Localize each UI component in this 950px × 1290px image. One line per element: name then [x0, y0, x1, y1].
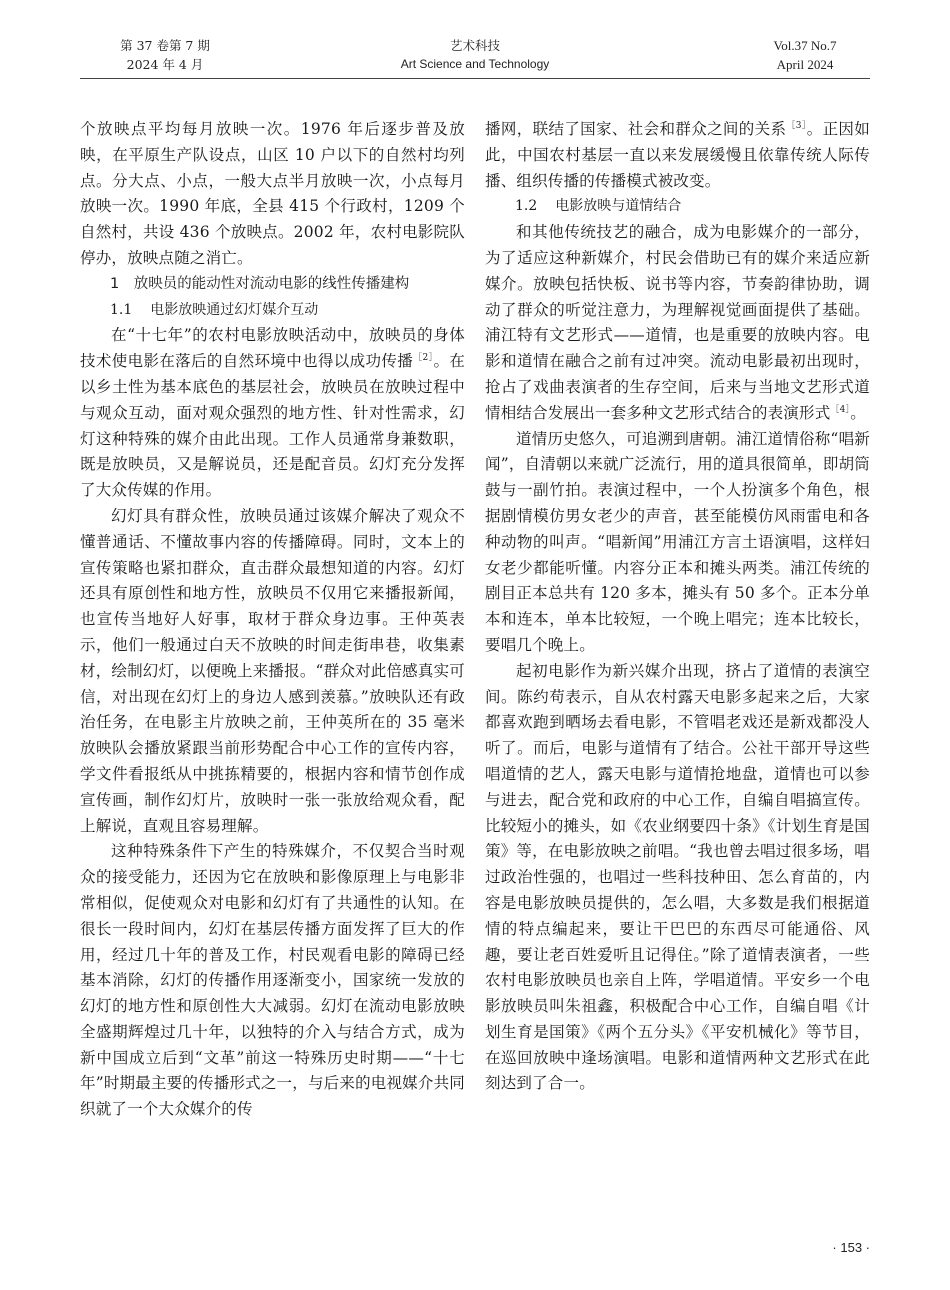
publication-date-en: April 2024	[776, 57, 834, 72]
citation-ref: ［2］	[413, 353, 434, 364]
paragraph-text: 。正因如此，中国农村基层一直以来发展缓慢且依靠传统人际传播、组织传播的传播模式被改变。	[485, 120, 870, 190]
paragraph	[80, 323, 465, 504]
journal-title-zh: 艺术科技	[449, 38, 500, 53]
paragraph: 这种特殊条件下产生的特殊媒介，不仅契合当时观众的接受能力，还因为它在放映和影像原理上与电影非常相似，促使观众对电影和幻灯有了共通性的认知。在很长一段时间内，幻灯在基层传播方面发挥了巨大的作用，经过几十年的普及工作，村民观看电影的障碍已经基本消除，幻灯的传播作用逐渐变小，国家统一发放的幻灯的地方性和原创性大大减弱。幻灯在流动电影放映全盛期辉煌过几十年，以独特的介入与结合方式，成为新中国成立后到“文革”前这一特殊历史时期——“十七年”时期最主要的传播形式之一，与后来的电视媒介共同织就了一个大众媒介的传	[80, 842, 465, 1119]
journal-volume-info	[100, 36, 230, 74]
paragraph-text: 播网，联结了国家、社会和群众之间的关系	[485, 120, 787, 138]
header-rule	[80, 78, 870, 79]
paragraph-text: 。在以乡土性为基本底色的基层社会，放映员在放映过程中与观众互动，面对观众强烈的地方性、针对性需求，幻灯这种特殊的媒介由此出现。工作人员通常身兼数职，既是放映员，又是解说员，还是配音员。幻灯充分发挥了大众传媒的作用。	[80, 352, 466, 500]
subsection-title: 电影放映通过幻灯媒介互动	[150, 301, 319, 318]
left-column	[80, 117, 465, 1123]
paragraph-text: 和其他传统技艺的融合，成为电影媒介的一部分，为了适应这种新媒介，村民会借助已有的媒介来适应新媒介。放映包括快板、说书等内容，节奏韵律协助，调动了群众的听觉注意力，为理解视觉画面提供了基础。浦江特有文艺形式——道情，也是重要的放映内容。电影和道情在融合之前有过冲突。流动电影最初出现时，抢占了戏曲表演者的生存空间，后来与当地文艺形式道情相结合发展出一套多种文艺形式结合的表演形式	[485, 223, 870, 422]
citation-ref: ［4］	[830, 404, 851, 415]
subsection-title: 电影放映与道情结合	[555, 198, 682, 215]
section-heading-1: 1 放映员的能动性对流动电影的线性传播建构	[110, 275, 410, 292]
paragraph: 道情历史悠久，可追溯到唐朝。浦江道情俗称“唱新闻”，自清朝以来就广泛流行，用的道具很简单，即胡筒鼓与一副竹拍。表演过程中，一个人扮演多个角色，根据剧情模仿男女老少的声音，甚至能模仿风雨雷电和各种动物的叫声。“唱新闻”用浦江方言土语演唱，这样妇女老少都能听懂。内容分正本和摊头两类。浦江传统的剧目正本总共有 120 多本，摊头有 50 多个。正本分单本和连本，单本比较短，一个晚上唱完；连本比较长，要唱几个晚上。	[485, 429, 870, 654]
paragraph: 起初电影作为新兴媒介出现，挤占了道情的表演空间。陈约苟表示，自从农村露天电影多起来之后，大家都喜欢跑到晒场去看电影，不管唱老戏还是新戏都没人听了。而后，电影与道情有了结合。公社干部开导这些唱道情的艺人，露天电影与道情抢地盘，道情也可以参与进去，配合党和政府的中心工作，自编自唱搞宣传。比较短小的摊头，如《农业纲要四十条》《计划生育是国策》等，在电影放映之前唱。“我也曾去唱过很多场，唱过政治性强的，也唱过一些科技种田、怎么育苗的，内容是电影放映员提供的，怎么唱，大多数是我们根据道情的特点编起来，要让干巴巴的东西尽可能通俗、风趣，要让老百姓爱听且记得住。”除了道情表演者，一些农村电影放映员也亲自上阵，学唱道情。平安乡一个电影放映员叫朱祖鑫，积极配合中心工作，自编自唱《计划生育是国策》《两个五分头》《平安机械化》等节目，在巡回放映中逢场演唱。电影和道情两种文艺形式在此刻达到了合一。	[485, 661, 870, 1093]
journal-title	[340, 36, 610, 74]
volume-issue-en: Vol.37 No.7	[773, 38, 837, 53]
right-column	[485, 117, 870, 1097]
subsection-number: 1.2	[515, 198, 538, 215]
paragraph: 幻灯具有群众性，放映员通过该媒介解决了观众不懂普通话、不懂故事内容的传播障碍。同时，文本上的宣传策略也紧扣群众，直击群众最想知道的内容。幻灯还具有原创性和地方性，放映员不仅用它来播报新闻，也宣传当地好人好事，取材于群众身边事。王仲英表示，他们一般通过白天不放映的时间走街串巷，收集素材，绘制幻灯，以便晚上来播报。“群众对此倍感真实可信，对出现在幻灯上的身边人感到羡慕。”放映队还有政治任务，在电影主片放映之前，王仲英所在的 35 毫米放映队会播放紧跟当前形势配合中心工作的宣传内容，学文件看报纸从中挑拣精要的，根据内容和情节创作成宣传画，制作幻灯片，放映时一张一张放给观众看，配上解说，直观且容易理解。	[80, 506, 465, 835]
paragraph	[485, 117, 870, 194]
subsection-heading-1-2	[485, 194, 870, 220]
paragraph-text: 。	[850, 403, 866, 422]
publication-date: 2024 年 4 月	[126, 57, 204, 72]
volume-issue: 第 37 卷第 7 期	[120, 38, 210, 53]
citation-ref: ［3］	[786, 120, 807, 131]
journal-volume-info-en	[740, 36, 870, 74]
paragraph: 个放映点平均每月放映一次。1976 年后逐步普及放映，在平原生产队设点，山区 10 户以下的自然村均列点。分大点、小点，一般大点半月放映一次，小点每月放映一次。1990 年底，全县 415 个行政村，1209 个自然村，共设 436 个放映点。2002 年，农村电影院队停办，放映点随之消亡。	[80, 120, 465, 267]
subsection-heading-1-1	[80, 298, 465, 324]
journal-title-en: Art Science and Technology	[400, 57, 550, 71]
subsection-number: 1.1	[110, 301, 133, 318]
page-number: · 153 ·	[832, 1240, 870, 1255]
paragraph	[485, 220, 870, 426]
paragraph-text: 在“十七年”的农村电影放映活动中，放映员的身体技术使电影在落后的自然环境中也得以成功传播	[80, 326, 465, 371]
